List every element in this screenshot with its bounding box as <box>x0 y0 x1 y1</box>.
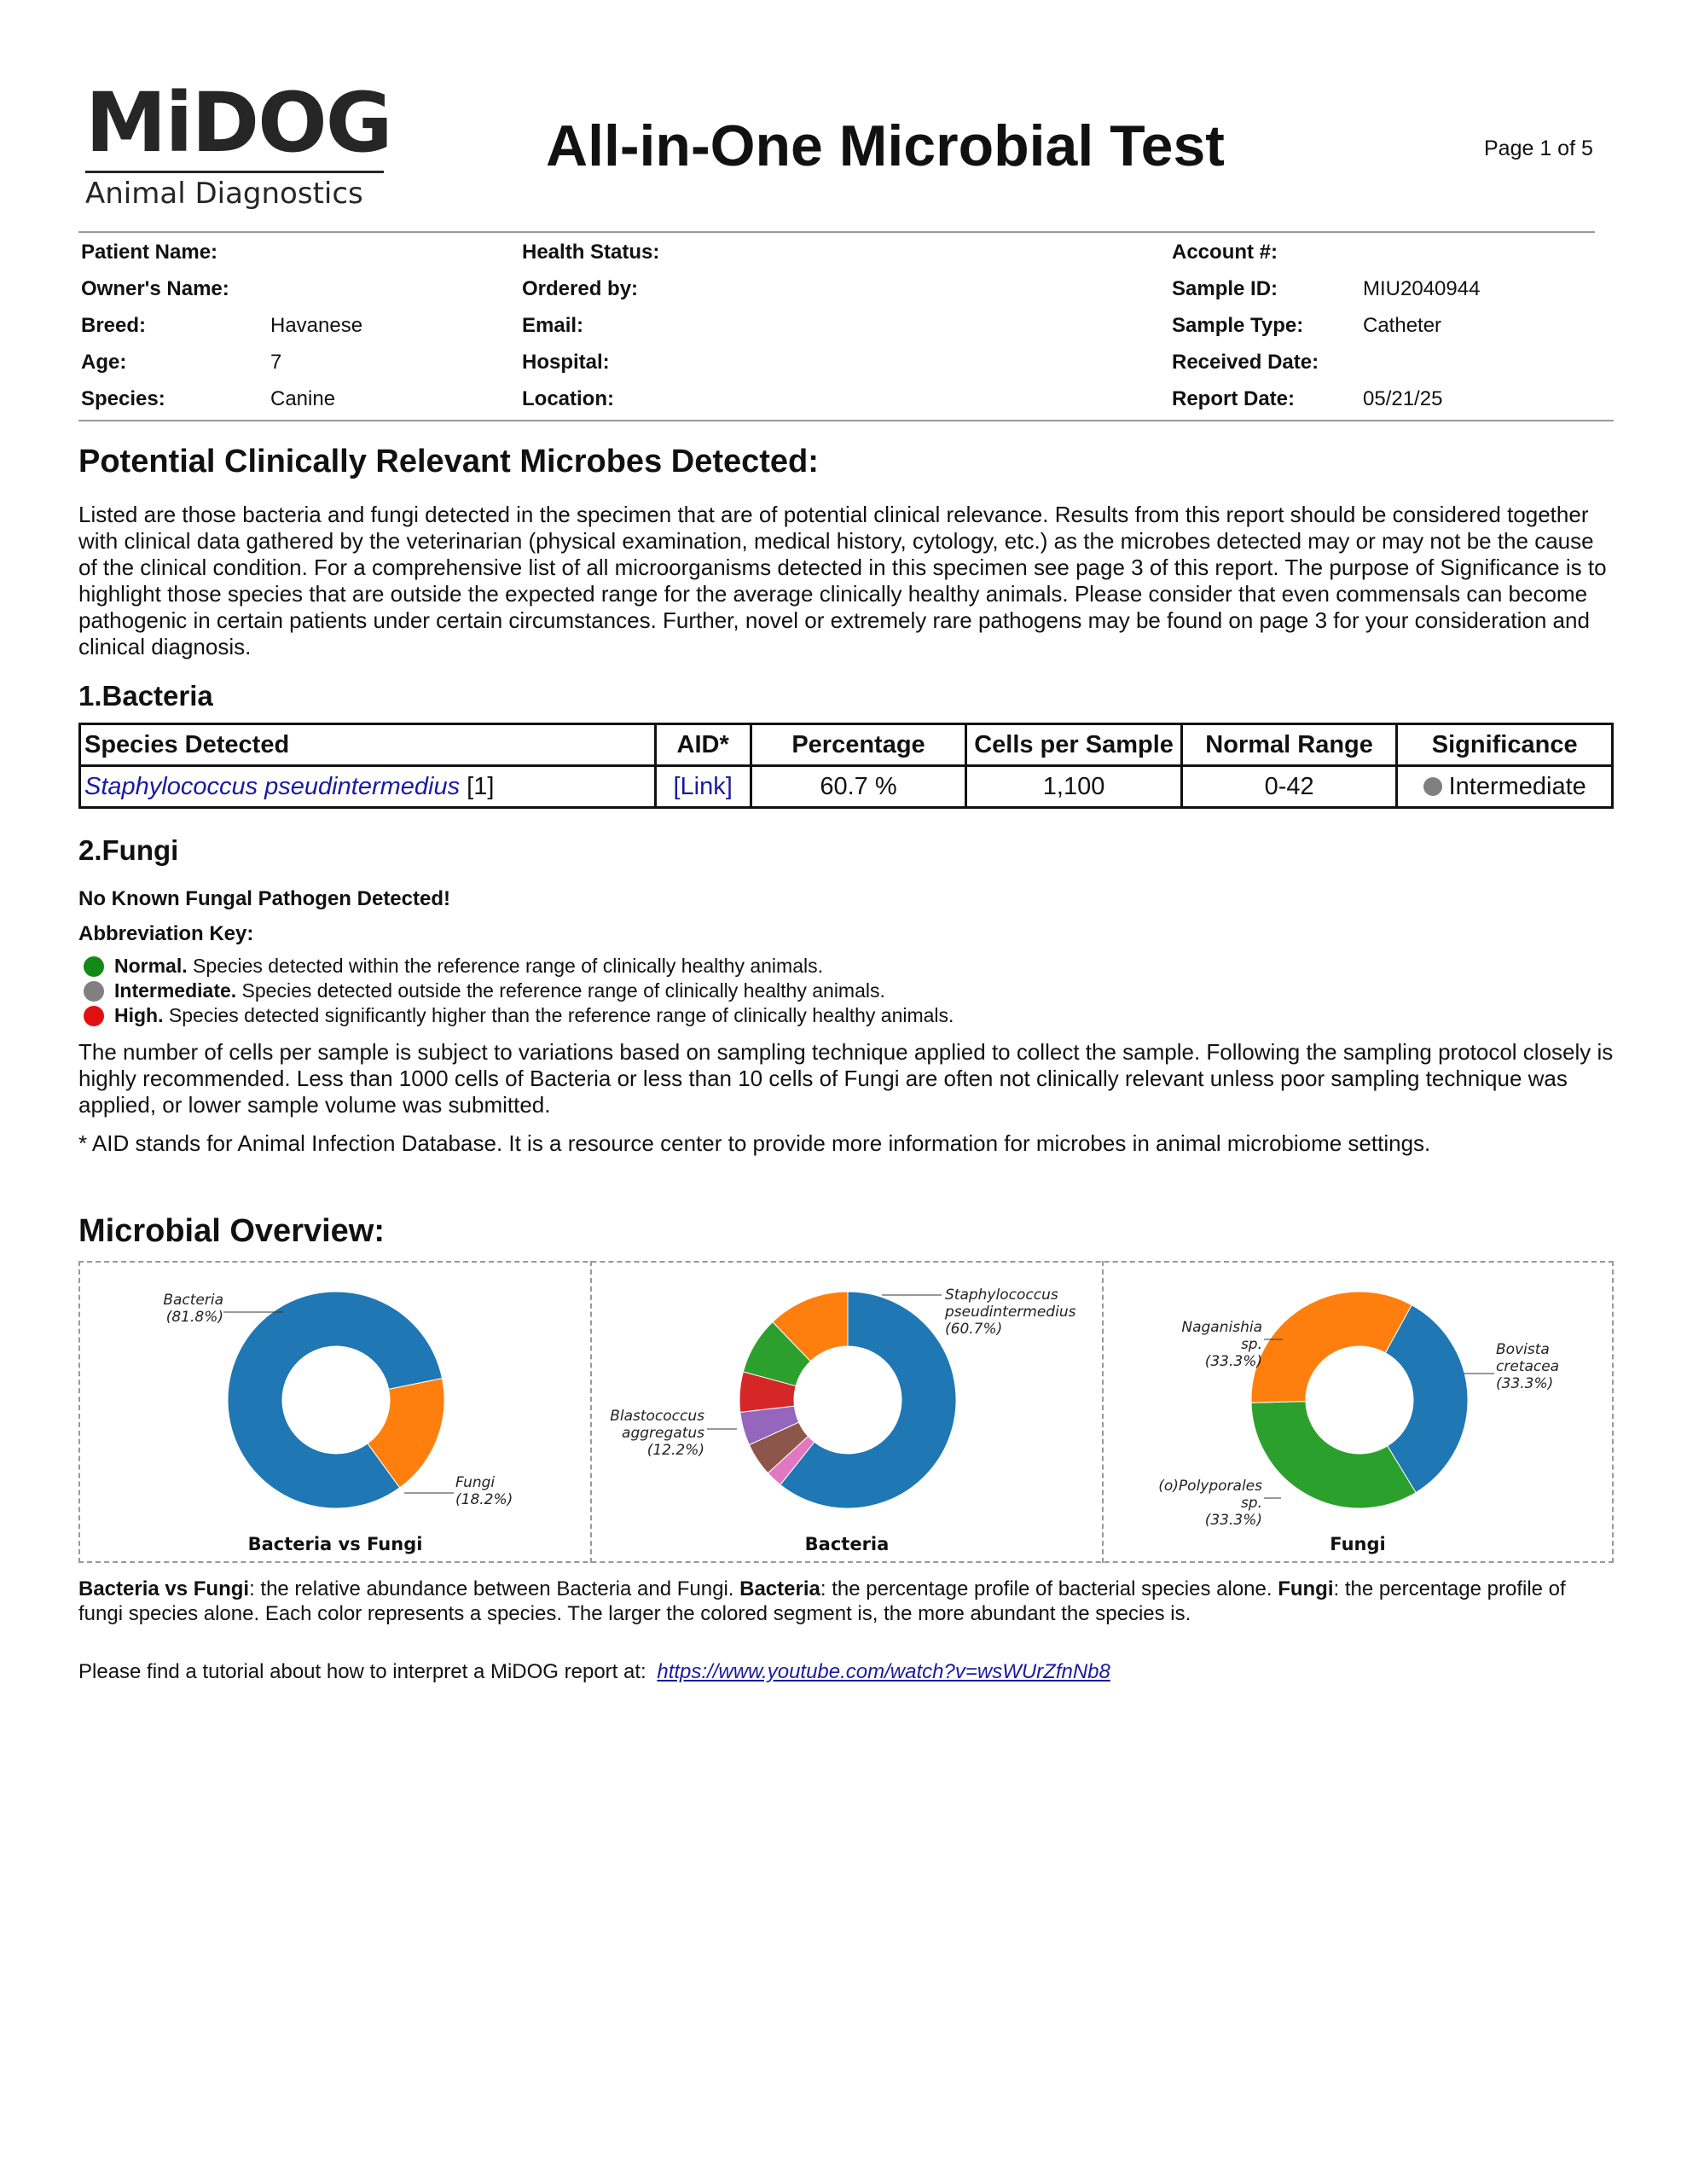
info-label: Owner's Name: <box>81 277 229 300</box>
slice-label-blastococcus <box>594 1408 704 1459</box>
relevant-intro: Listed are those bacteria and fungi detected in the specimen that are of potential clinical relevance. Results from this report should be considered together with clinical data gathered by the veterinarian (physical examination, medical history, cytology, etc.) as the microbes detected may or may not be the cause of the clinical condition. For a comprehensive list of all microorganisms detected in this specimen see page 3 of this report. The purpose of Significance is to highlight those species that are outside the expected range for the average clinically healthy animals. Please consider that even commensals can become pathogenic in certain patients under certain circumstances. Further, novel or extremely rare pathogens may be found on page 3 for your consideration and clinical diagnosis. <box>78 502 1607 659</box>
info-row <box>1172 277 1480 314</box>
fungi-title: 2.Fungi <box>78 834 179 866</box>
info-divider <box>78 420 1614 421</box>
caption-text: : the relative abundance between Bacteria and Fungi. <box>249 1577 740 1600</box>
key-desc: Species detected significantly higher than the reference range of clinically healthy animals. <box>163 1004 954 1026</box>
caption-text: : the percentage profile of fungi species alone. Each color represents a species. The larger the colored segment is, the more abundant the species is. <box>78 1577 1566 1625</box>
chart-title: Fungi <box>1330 1534 1386 1554</box>
slice-name: Blastococcus aggregatus <box>610 1408 704 1442</box>
slice-name: Bovista cretacea <box>1496 1341 1560 1375</box>
sample-type: Catheter <box>1363 314 1442 337</box>
chart-fungi <box>1104 1263 1612 1561</box>
info-label: Sample Type: <box>1172 314 1304 337</box>
green-dot-icon <box>84 956 104 977</box>
info-value: Havanese <box>270 314 363 337</box>
page-number: Page 1 of 5 <box>1484 136 1593 160</box>
relevant-microbes-title: Potential Clinically Relevant Microbes Detected: <box>78 444 819 479</box>
donut-slice-1 <box>1251 1402 1416 1508</box>
slice-pct: (81.8%) <box>165 1309 223 1326</box>
info-row <box>1172 314 1480 351</box>
table-row <box>80 766 1613 808</box>
info-row <box>81 387 362 424</box>
info-label: Breed: <box>81 314 147 337</box>
slice-label-naganishia <box>1168 1319 1262 1370</box>
aid-note: * AID stands for Animal Infection Database. It is a resource center to provide more information for microbes in animal microbiome settings. <box>78 1130 1431 1156</box>
col-header: AID* <box>655 724 751 766</box>
info-label: Age: <box>81 351 127 374</box>
species-ref: [1] <box>467 772 495 800</box>
col-header: Cells per Sample <box>966 724 1182 766</box>
tutorial-line <box>78 1660 1110 1684</box>
caption-term: Bacteria <box>739 1577 820 1600</box>
info-label: Health Status: <box>522 241 660 264</box>
info-label: Sample ID: <box>1172 277 1278 300</box>
info-label: Report Date: <box>1172 387 1296 410</box>
info-row <box>81 314 362 351</box>
col-header: Percentage <box>751 724 966 766</box>
slice-pct: (12.2%) <box>646 1442 704 1459</box>
slice-name: Bacteria <box>163 1292 223 1309</box>
gray-dot-icon <box>84 981 104 1002</box>
percentage-cell: 60.7 % <box>751 766 966 808</box>
header-divider <box>78 231 1595 233</box>
overview-caption <box>78 1577 1614 1626</box>
slice-label-fungi <box>455 1474 513 1508</box>
key-item-high <box>84 1003 954 1028</box>
slice-pct: (33.3%) <box>1204 1512 1262 1529</box>
info-label: Received Date: <box>1172 351 1319 374</box>
info-value: 7 <box>270 351 282 374</box>
abbreviation-key <box>84 954 954 1028</box>
info-label: Species: <box>81 387 165 410</box>
chart-bacteria-vs-fungi <box>80 1263 590 1561</box>
patient-info-col2 <box>522 241 659 424</box>
key-term: High. <box>114 1004 164 1026</box>
slice-name: Naganishia sp. <box>1181 1319 1262 1353</box>
info-row <box>1172 351 1480 387</box>
aid-cell <box>655 766 751 808</box>
significance-label: Intermediate <box>1448 772 1586 800</box>
no-fungal-pathogen: No Known Fungal Pathogen Detected! <box>78 887 450 910</box>
key-desc: Species detected outside the reference range of clinically healthy animals. <box>236 979 885 1002</box>
red-dot-icon <box>84 1006 104 1026</box>
bacteria-table <box>78 723 1614 809</box>
info-row <box>81 351 362 387</box>
chart-title: Bacteria vs Fungi <box>247 1534 423 1554</box>
slice-label-polyporales <box>1146 1478 1262 1529</box>
info-label: Location: <box>522 387 614 410</box>
chart-title: Bacteria <box>804 1534 890 1554</box>
col-header: Normal Range <box>1181 724 1397 766</box>
slice-name: Staphylococcus pseudintermedius <box>945 1287 1076 1321</box>
info-row <box>81 241 362 277</box>
caption-term: Fungi <box>1278 1577 1334 1600</box>
cells-note: The number of cells per sample is subject to variations based on sampling technique applied to collect the sample. Following the sampling protocol closely is highly recommended. Less than 1000 cells of Bacteria or less than 10 cells of Fungi are often not clinically relevant unless poor sampling technique was applied, or lower sample volume was submitted. <box>78 1039 1614 1118</box>
slice-label-bovista <box>1496 1341 1573 1392</box>
cells-cell: 1,100 <box>966 766 1182 808</box>
table-header-row <box>80 724 1613 766</box>
key-term: Intermediate. <box>114 979 237 1002</box>
patient-info-col3 <box>1172 241 1480 424</box>
col-header: Species Detected <box>80 724 656 766</box>
significance-cell <box>1397 766 1613 808</box>
donut-slice-2 <box>1251 1292 1412 1403</box>
report-date: 05/21/25 <box>1363 387 1443 410</box>
info-row <box>1172 241 1480 277</box>
key-text <box>114 979 885 1002</box>
key-item-intermediate <box>84 979 954 1003</box>
normal-range-cell: 0-42 <box>1181 766 1397 808</box>
tutorial-link[interactable]: https://www.youtube.com/watch?v=wsWUrZfnNb8 <box>657 1660 1110 1683</box>
col-header: Significance <box>1397 724 1613 766</box>
key-item-normal <box>84 954 954 979</box>
logo-wordmark: MiDOG <box>85 75 391 171</box>
info-value: Canine <box>270 387 336 410</box>
key-desc: Species detected within the reference range of clinically healthy animals. <box>187 955 823 977</box>
info-label: Email: <box>522 314 584 337</box>
info-label: Ordered by: <box>522 277 639 300</box>
slice-label-staphylococcus <box>945 1287 1099 1338</box>
info-label: Hospital: <box>522 351 610 374</box>
slice-pct: (33.3%) <box>1204 1353 1262 1370</box>
intermediate-dot-icon <box>1423 777 1442 796</box>
report-title: All-in-One Microbial Test <box>546 113 1225 178</box>
slice-name: Fungi <box>455 1474 496 1491</box>
sample-id: MIU2040944 <box>1363 277 1481 300</box>
key-term: Normal. <box>114 955 188 977</box>
key-text <box>114 955 823 978</box>
caption-text: : the percentage profile of bacterial species alone. <box>820 1577 1278 1600</box>
bacteria-title: 1.Bacteria <box>78 680 213 712</box>
key-text <box>114 1004 954 1027</box>
abbreviation-key-title: Abbreviation Key: <box>78 922 254 945</box>
chart-bacteria <box>592 1263 1102 1561</box>
slice-pct: (60.7%) <box>945 1321 1003 1338</box>
slice-name: (o)Polyporales sp. <box>1158 1478 1262 1512</box>
tutorial-text: Please find a tutorial about how to interpret a MiDOG report at: <box>78 1660 646 1683</box>
info-label: Patient Name: <box>81 241 218 264</box>
species-cell <box>80 766 656 808</box>
midog-logo <box>85 75 392 211</box>
aid-link[interactable]: [Link] <box>673 772 733 800</box>
info-row <box>1172 387 1480 424</box>
slice-pct: (33.3%) <box>1496 1375 1554 1392</box>
species-link[interactable]: Staphylococcus pseudintermedius <box>84 772 461 800</box>
patient-info-col1 <box>81 241 362 424</box>
logo-subtitle: Animal Diagnostics <box>85 171 384 211</box>
info-row <box>81 277 362 314</box>
info-label: Account #: <box>1172 241 1278 264</box>
slice-label-bacteria <box>155 1292 223 1326</box>
slice-pct: (18.2%) <box>455 1491 513 1508</box>
microbial-overview-title: Microbial Overview: <box>78 1213 386 1249</box>
caption-term: Bacteria vs Fungi <box>78 1577 250 1600</box>
